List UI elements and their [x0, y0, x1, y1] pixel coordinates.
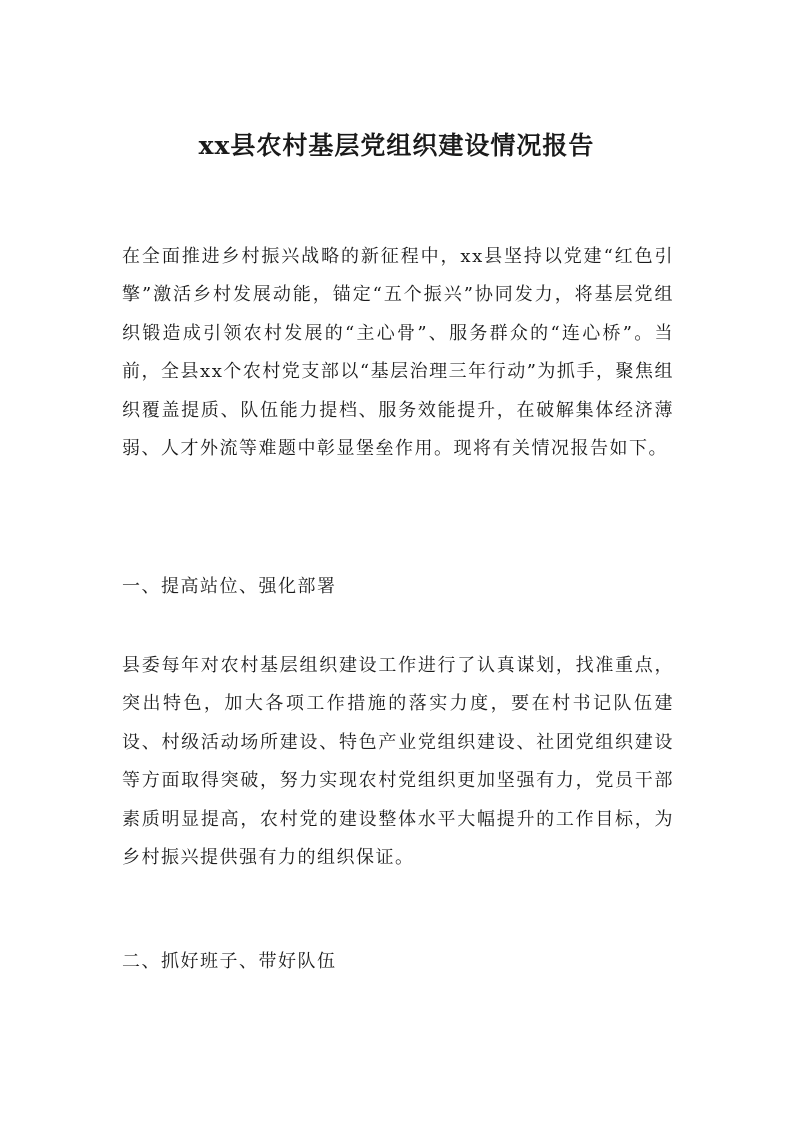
section-heading-2: 二、抓好班子、带好队伍	[122, 951, 337, 972]
section-heading-1: 一、提高站位、强化部署	[122, 576, 337, 597]
section-1-paragraph: 县委每年对农村基层组织建设工作进行了认真谋划，找准重点，突出特色，加大各项工作措施的落实力度，要在村书记队伍建设、村级活动场所建设、特色产业党组织建设、社团党组织建设等方面取得突破，努力实现农村党组织更加坚强有力，党员干部素质明显提高，农村党的建设整体水平大幅提升的工作目标，为乡村振兴提供强有力的组织保证。	[122, 655, 674, 869]
document-title: xx县农村基层党组织建设情况报告	[198, 131, 595, 160]
intro-paragraph: 在全面推进乡村振兴战略的新征程中，xx县坚持以党建“红色引擎”激活乡村发展动能，锚定“五个振兴”协同发力，将基层党组织锻造成引领农村发展的“主心骨”、服务群众的“连心桥”。当前，全县xx个农村党支部以“基层治理三年行动”为抓手，聚焦组织覆盖提质、队伍能力提档、服务效能提升，在破解集体经济薄弱、人才外流等难题中彰显堡垒作用。现将有关情况报告如下。	[122, 246, 674, 460]
